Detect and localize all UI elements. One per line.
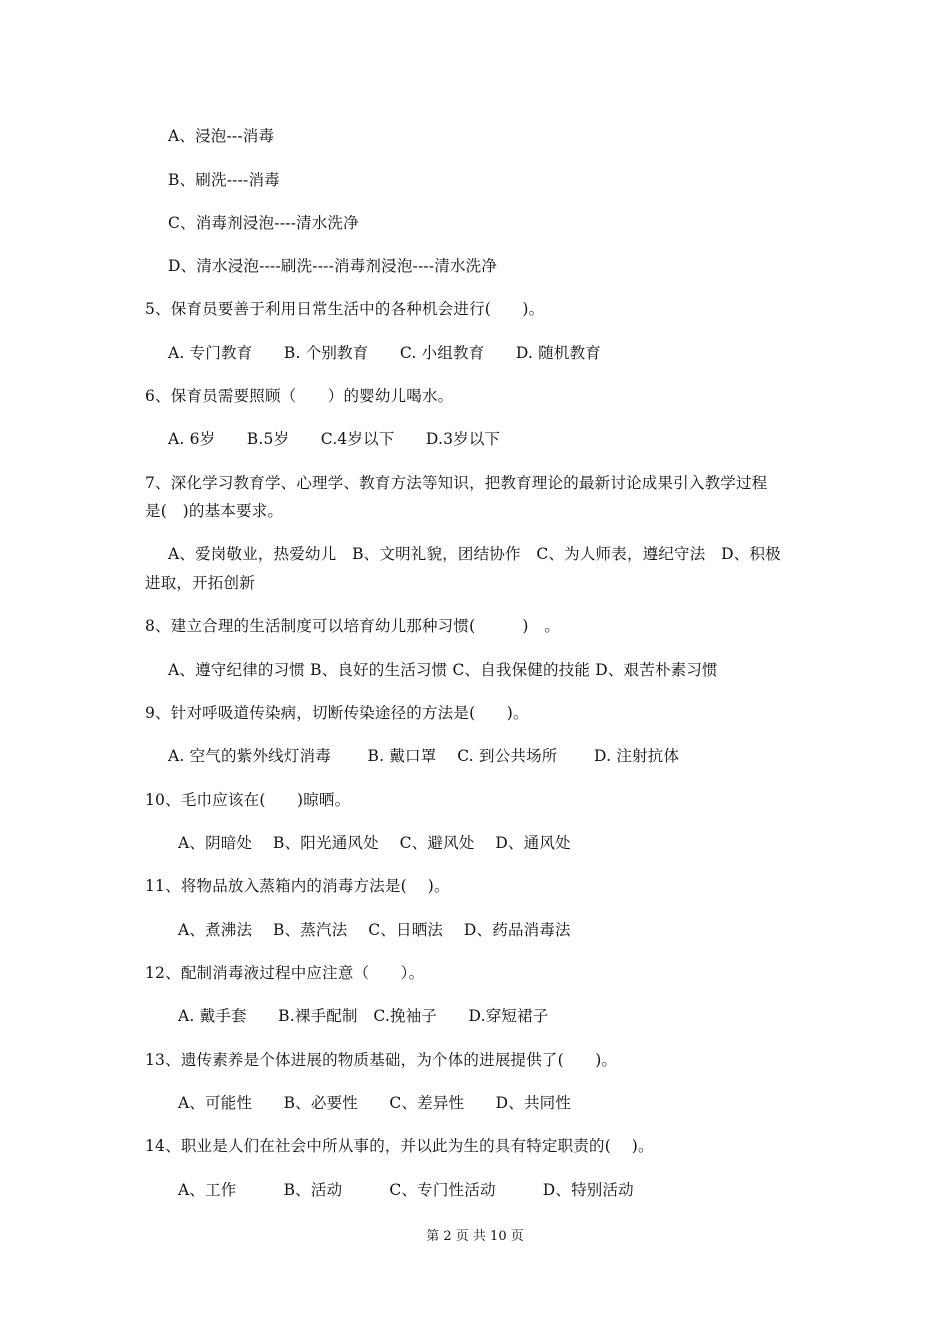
question-10-options: A、阴暗处 B、阳光通风处 C、避风处 D、通风处	[178, 834, 571, 852]
question-14-options: A、工作 B、活动 C、专门性活动 D、特别活动	[178, 1181, 634, 1199]
q4-option-d: D、清水浸泡----刷洗----消毒剂浸泡----清水洗净	[168, 257, 498, 275]
q4-option-a: A、浸泡---消毒	[168, 127, 275, 145]
question-7-options-line-2: 进取，开拓创新	[145, 574, 255, 592]
q4-option-b: B、刷洗----消毒	[168, 171, 280, 189]
question-13: 13、遗传素养是个体进展的物质基础，为个体的进展提供了( )。	[145, 1051, 618, 1069]
question-5-options: A. 专门教育 B. 个别教育 C. 小组教育 D. 随机教育	[168, 344, 601, 362]
question-6: 6、保育员需要照顾（ ）的婴幼儿喝水。	[145, 387, 454, 405]
question-8-options: A、遵守纪律的习惯 B、良好的生活习惯 C、自我保健的技能 D、艰苦朴素习惯	[168, 661, 718, 679]
question-6-options: A. 6岁 B.5岁 C.4岁以下 D.3岁以下	[168, 430, 501, 448]
question-7-line-2: 是( )的基本要求。	[145, 502, 284, 520]
question-8: 8、建立合理的生活制度可以培育幼儿那种习惯( ) 。	[145, 617, 561, 635]
question-14: 14、职业是人们在社会中所从事的，并以此为生的具有特定职责的( )。	[145, 1137, 654, 1155]
page-footer: 第 2 页 共 10 页	[426, 1229, 524, 1244]
question-11: 11、将物品放入蒸箱内的消毒方法是( )。	[145, 877, 450, 895]
question-9: 9、针对呼吸道传染病，切断传染途径的方法是( )。	[145, 704, 529, 722]
question-10: 10、毛巾应该在( )晾晒。	[145, 791, 351, 809]
question-12: 12、配制消毒液过程中应注意（ ）。	[145, 964, 425, 982]
question-11-options: A、煮沸法 B、蒸汽法 C、日晒法 D、药品消毒法	[178, 921, 571, 939]
question-12-options: A. 戴手套 B.裸手配制 C.挽袖子 D.穿短裙子	[178, 1007, 549, 1025]
question-13-options: A、可能性 B、必要性 C、差异性 D、共同性	[178, 1094, 572, 1112]
question-5: 5、保育员要善于利用日常生活中的各种机会进行( )。	[145, 300, 545, 318]
q4-option-c: C、消毒剂浸泡----清水洗净	[168, 214, 359, 232]
question-7-line-1: 7、深化学习教育学、心理学、教育方法等知识，把教育理论的最新讨论成果引入教学过程	[145, 474, 768, 492]
question-7-options-line-1: A、爱岗敬业，热爱幼儿 B、文明礼貌，团结协作 C、为人师表，遵纪守法 D、积极	[168, 545, 781, 563]
question-9-options: A. 空气的紫外线灯消毒 B. 戴口罩 C. 到公共场所 D. 注射抗体	[168, 747, 680, 765]
